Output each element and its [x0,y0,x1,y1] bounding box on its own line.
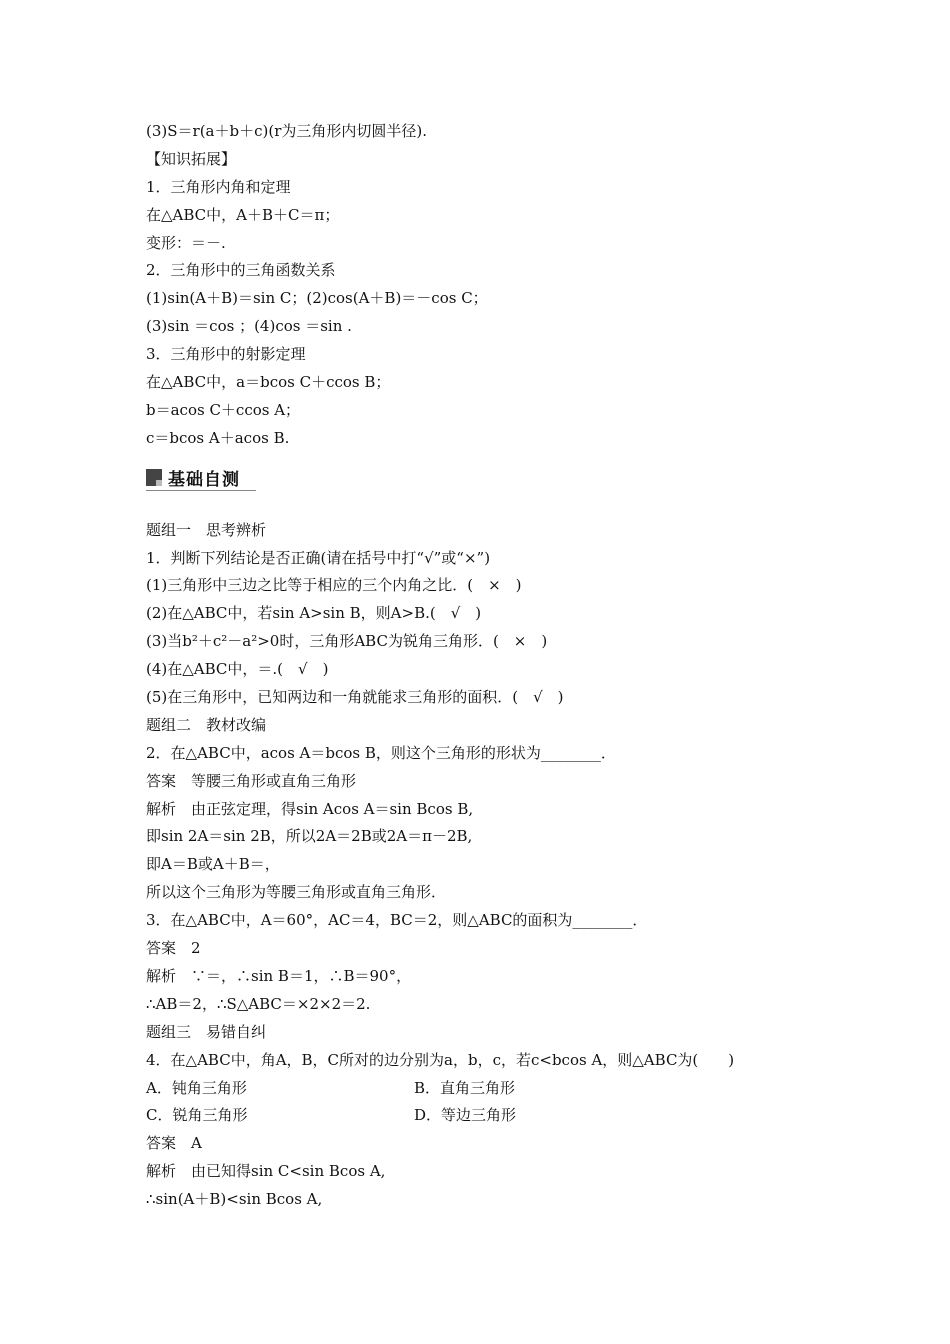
text-line: 题组一 思考辨析 [146,520,267,539]
option-item: C．锐角三角形 [146,1106,248,1125]
option-item: B．直角三角形 [414,1078,516,1097]
text-line: 在△ABC中，A＋B＋C＝π； [146,205,340,224]
text-line: (3)sin ＝cos ；(4)cos ＝sin . [146,317,352,336]
option-item: A．钝角三角形 [146,1078,247,1097]
text-line: c＝bcos A＋acos B. [146,428,290,447]
option-row [146,1075,846,1103]
text-line: ∴AB＝2，∴S△ABC＝×2×2＝2. [146,994,371,1013]
knowledge-block [146,118,846,453]
text-line: 所以这个三角形为等腰三角形或直角三角形． [146,883,447,902]
text-line: 4．在△ABC中，角A，B，C所对的边分别为a，b，c，若c<bcos A，则△ABC为( ) [146,1050,735,1069]
section-header [146,453,846,517]
text-line: 解析 由正弦定理，得sin Acos A＝sin Bcos B, [146,799,474,818]
text-line: (4)在△ABC中，＝.( √ ) [146,660,329,679]
text-line: (3)S＝r(a＋b＋c)(r为三角形内切圆半径). [146,122,427,140]
text-line: (3)当b²＋c²－a²>0时，三角形ABC为锐角三角形．( × ) [146,632,548,651]
text-line: 在△ABC中，a＝bcos C＋ccos B； [146,373,391,392]
section-square-icon [146,469,162,486]
text-line: 1．三角形内角和定理 [146,177,291,196]
text-line: (1)sin(A＋B)＝sin C；(2)cos(A＋B)＝－cos C； [146,289,488,308]
document-page [146,118,846,1214]
text-line: b＝acos C＋ccos A； [146,400,301,419]
section-title: 基础自测 [168,469,240,490]
text-line: 解析 由已知得sin C<sin Bcos A, [146,1162,386,1181]
option-row [146,1102,846,1130]
text-line: 即A＝B或A＋B＝， [146,855,280,874]
text-line: 变形：＝－. [146,233,226,252]
answer-block [146,1130,846,1214]
text-line: 即sin 2A＝sin 2B，所以2A＝2B或2A＝π－2B, [146,827,473,846]
choice-options [146,1075,846,1131]
option-item: D．等边三角形 [414,1106,517,1125]
text-line: (5)在三角形中，已知两边和一角就能求三角形的面积．( √ ) [146,688,564,707]
text-line: 答案 等腰三角形或直角三角形 [146,771,357,790]
text-line: (2)在△ABC中，若sin A>sin B，则A>B.( √ ) [146,604,482,623]
text-line: ∴sin(A＋B)<sin Bcos A, [146,1190,323,1209]
text-line: 题组二 教材改编 [146,715,267,734]
text-line: 解析 ∵＝，∴sin B＝1，∴B＝90°， [146,966,412,985]
text-line: 3．三角形中的射影定理 [146,345,306,364]
text-line: 3．在△ABC中，A＝60°，AC＝4，BC＝2，则△ABC的面积为________． [146,911,648,930]
exercise-block [146,517,846,1075]
text-line: (1)三角形中三边之比等于相应的三个内角之比．( × ) [146,576,522,595]
text-line: 2．在△ABC中，acos A＝bcos B，则这个三角形的形状为________． [146,743,616,762]
text-line: 答案 A [146,1134,202,1153]
text-line: 2．三角形中的三角函数关系 [146,261,336,280]
text-line: 题组三 易错自纠 [146,1022,267,1041]
text-line: 答案 2 [146,939,201,958]
text-line: 1．判断下列结论是否正确(请在括号中打“√”或“×”) [146,548,491,567]
text-line: 【知识拓展】 [146,149,237,168]
